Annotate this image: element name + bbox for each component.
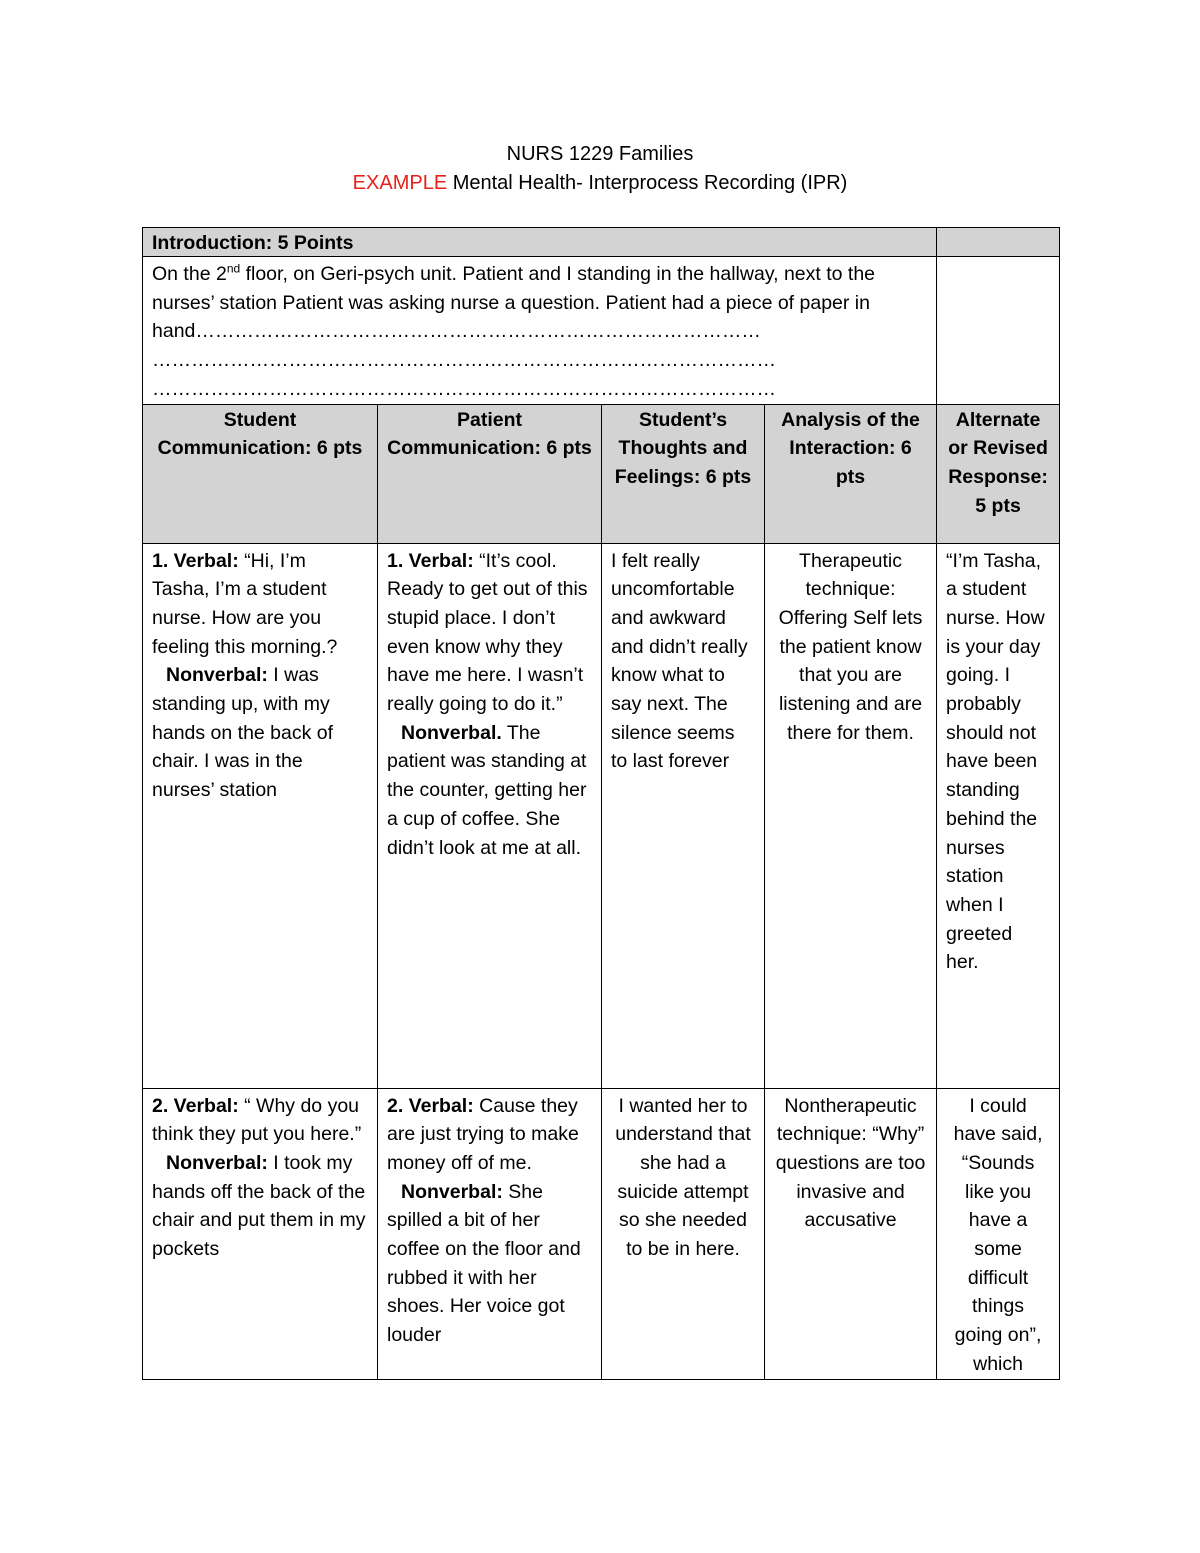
subtitle-text: Mental Health- Interprocess Recording (IPR) bbox=[452, 172, 848, 194]
verbal-label: 1. Verbal: bbox=[387, 549, 474, 572]
patient-communication-cell bbox=[378, 543, 602, 1088]
intro-blank-cell bbox=[937, 257, 1060, 405]
verbal-text: “It’s cool. Ready to get out of this stupid place. I don’t even know why they have me here. I wasn’t really going to do it.” bbox=[387, 549, 588, 716]
intro-text-b: floor, on Geri-psych unit. Patient and I standing in the hallway, next to the nurses’ station Patient was asking nurse a question. Patient had a piece of paper in hand…………………………………………………………………………… bbox=[152, 263, 876, 343]
intro-text-a: On the 2 bbox=[152, 263, 227, 285]
nonverbal-label: Nonverbal: bbox=[166, 1151, 268, 1174]
verbal-text: Cause they are just trying to make money off of me. bbox=[387, 1094, 579, 1174]
thoughts-cell: I wanted her to understand that she had a suicide attempt so she needed to be in here. bbox=[602, 1088, 765, 1379]
table-row bbox=[143, 1088, 1060, 1379]
nonverbal-label: Nonverbal. bbox=[401, 721, 502, 744]
student-communication-cell bbox=[143, 543, 378, 1088]
intro-heading-blank bbox=[937, 228, 1060, 257]
col-header-patient-communication: Patient Communication: 6 pts bbox=[378, 404, 602, 543]
verbal-label: 2. Verbal: bbox=[387, 1094, 474, 1117]
nonverbal-label: Nonverbal: bbox=[166, 664, 268, 687]
nonverbal-text: I was standing up, with my hands on the back of chair. I was in the nurses’ station bbox=[152, 664, 334, 802]
verbal-label: 1. Verbal: bbox=[152, 549, 239, 572]
col-header-alternate-response: Alternate or Revised Response: 5 pts bbox=[937, 404, 1060, 543]
verbal-text: “ Why do you think they put you here.” bbox=[152, 1094, 362, 1146]
col-header-student-communication: Student Communication: 6 pts bbox=[143, 404, 378, 543]
intro-heading: Introduction: 5 Points bbox=[143, 228, 937, 257]
student-communication-cell bbox=[143, 1088, 378, 1379]
col-header-thoughts-feelings: Student’s Thoughts and Feelings: 6 pts bbox=[602, 404, 765, 543]
nonverbal-text: The patient was standing at the counter, getting her a cup of coffee. She didn’t look at me at all. bbox=[387, 721, 587, 859]
analysis-cell: Therapeutic technique: Offering Self lets the patient know that you are listening and are there for them. bbox=[765, 543, 937, 1088]
col-header-analysis: Analysis of the Interaction: 6 pts bbox=[765, 404, 937, 543]
intro-dots-2: …………………………………………………………………………………… bbox=[152, 377, 776, 400]
intro-text bbox=[143, 257, 937, 405]
alternate-response-cell: I could have said, “Sounds like you have a some difficult things going on”, which bbox=[937, 1088, 1060, 1379]
intro-sup: nd bbox=[226, 261, 241, 276]
analysis-cell: Nontherapeutic technique: “Why” questions are too invasive and accusative bbox=[765, 1088, 937, 1379]
course-title: NURS 1229 Families bbox=[506, 143, 694, 165]
example-label: EXAMPLE bbox=[352, 172, 448, 194]
thoughts-cell: I felt really uncomfortable and awkward and didn’t really know what to say next. The silence seems to last forever bbox=[602, 543, 765, 1088]
intro-dots-1: …………………………………………………………………………………… bbox=[152, 349, 776, 372]
ipr-table bbox=[142, 227, 1060, 1380]
document-subtitle bbox=[0, 172, 1200, 195]
nonverbal-label: Nonverbal: bbox=[401, 1180, 503, 1203]
verbal-label: 2. Verbal: bbox=[152, 1094, 239, 1117]
alternate-response-cell: “I’m Tasha, a student nurse. How is your day going. I probably should not have been standing behind the nurses station when I greeted her. bbox=[937, 543, 1060, 1088]
nonverbal-text: I took my hands off the back of the chair and put them in my pockets bbox=[152, 1151, 366, 1261]
table-row bbox=[143, 543, 1060, 1088]
verbal-text: “Hi, I’m Tasha, I’m a student nurse. How are you feeling this morning.? bbox=[152, 549, 338, 658]
nonverbal-text: She spilled a bit of her coffee on the floor and rubbed it with her shoes. Her voice got louder bbox=[387, 1180, 581, 1347]
patient-communication-cell bbox=[378, 1088, 602, 1379]
